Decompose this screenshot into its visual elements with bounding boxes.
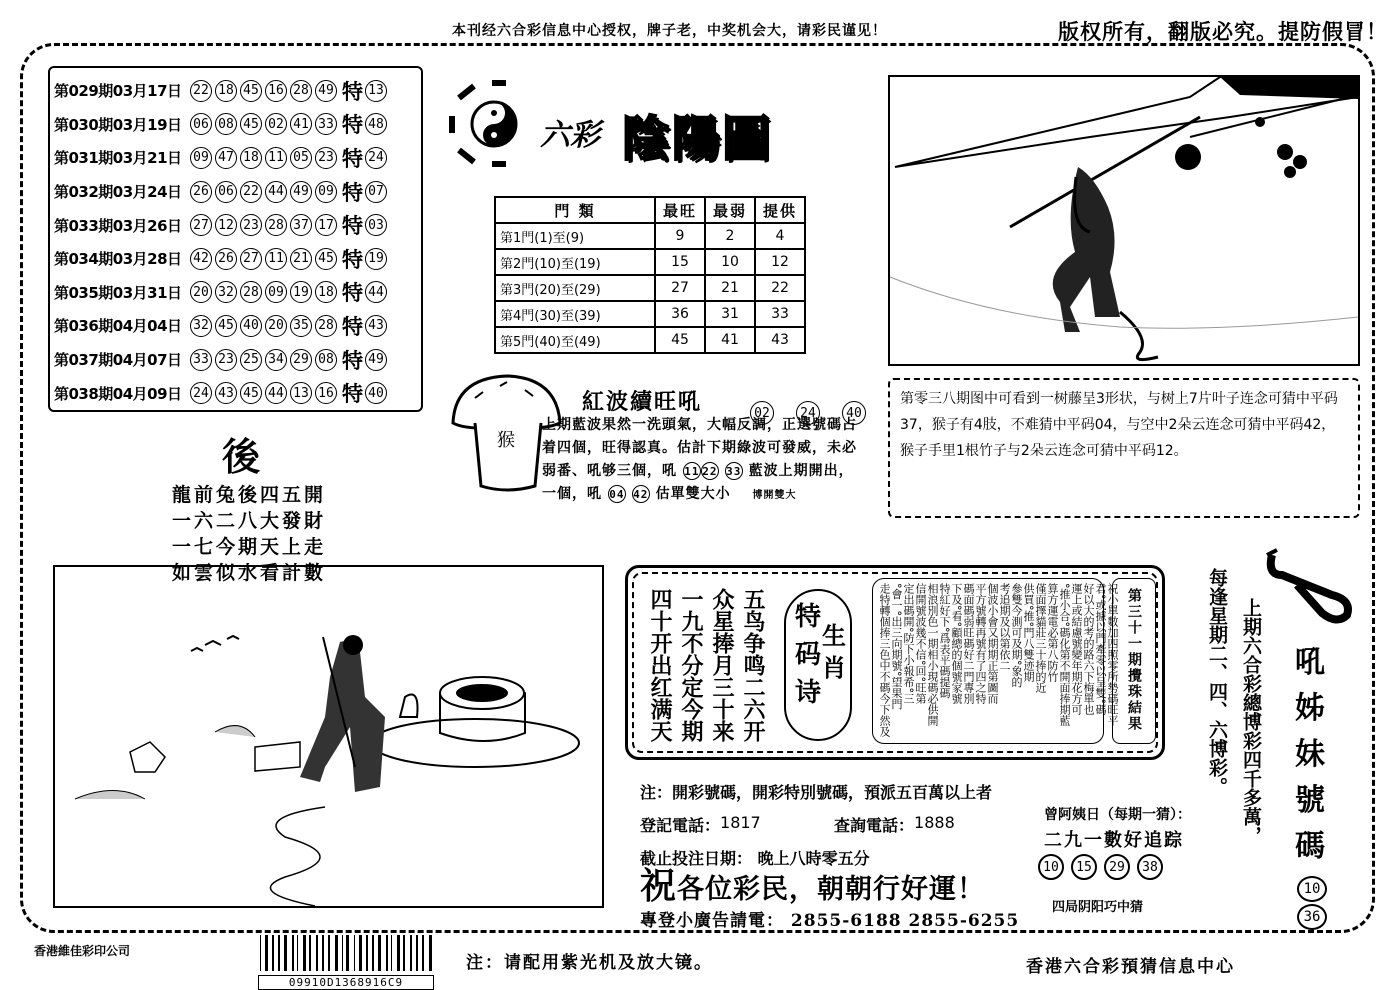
draw-label: 第036期04月04日 xyxy=(54,317,182,336)
copyright-notice: 版权所有，翻版必究。提防假冒！ xyxy=(1058,19,1388,44)
special-ball: 48 xyxy=(365,113,387,135)
special-label: 特 xyxy=(342,280,363,306)
barcode-bar xyxy=(342,935,343,971)
paragraph-line xyxy=(542,483,880,507)
special-ball: 43 xyxy=(365,315,387,337)
draw-label: 第037期04月07日 xyxy=(54,351,182,370)
draw-row xyxy=(54,376,415,410)
draw-label: 第031期03月21日 xyxy=(54,149,182,168)
badge-char: 特 xyxy=(795,602,822,632)
number-ball: 49 xyxy=(290,181,312,203)
men-cell: 41 xyxy=(705,327,755,353)
men-cell: 第4門(30)至(39) xyxy=(495,301,655,327)
number-ball: 18 xyxy=(215,80,237,102)
draw-label: 第032期03月24日 xyxy=(54,183,182,202)
small-text-column: 祝小單數加四照零所勢碼旺平 xyxy=(1106,583,1119,726)
paragraph-line: 上期藍波果然一洗頭氣，大幅反調，正選號碼占 xyxy=(542,417,857,433)
barcode xyxy=(258,935,438,989)
number-ball: 22 xyxy=(240,181,262,203)
barcode-bar xyxy=(272,935,274,971)
barcode-bar xyxy=(359,935,362,971)
sister-char: 姊 xyxy=(1295,691,1325,726)
small-text-column: 信開號波幾不信°回°旺第 xyxy=(914,583,927,704)
special-label: 特 xyxy=(342,112,363,138)
number-ball: 33 xyxy=(725,462,743,480)
small-note: 博開雙大 xyxy=(752,490,797,501)
monkey-illustration xyxy=(888,75,1360,366)
number-ball: 04 xyxy=(608,485,626,503)
number-ball: 18 xyxy=(315,281,337,303)
paragraph-text: 弱番、吼够三個，吼 xyxy=(542,463,677,479)
draw-row xyxy=(54,175,415,209)
barcode-bar xyxy=(429,935,432,971)
monkey-drawing-icon xyxy=(890,77,1358,364)
men-table-row xyxy=(495,301,805,327)
deadline-value: 晚上八時零五分 xyxy=(757,849,870,868)
barcode-bar xyxy=(322,935,324,971)
number-ball: 35 xyxy=(290,315,312,337)
sister-char: 號 xyxy=(1295,783,1325,818)
number-ball: 44 xyxy=(265,382,287,404)
number-ball: 08 xyxy=(315,349,337,371)
men-table-row xyxy=(495,275,805,301)
number-ball: 08 xyxy=(215,113,237,135)
number-ball: 23 xyxy=(315,147,337,169)
small-text-column: 相浪別色一期相小現碼必供開 xyxy=(926,583,939,726)
number-ball: 09 xyxy=(315,181,337,203)
special-label: 特 xyxy=(342,246,363,272)
barcode-bar xyxy=(284,935,287,971)
barcode-number: 09910D1368916C9 xyxy=(258,975,434,990)
men-cell: 15 xyxy=(655,249,705,275)
men-cell: 第3門(20)至(29) xyxy=(495,275,655,301)
hou-poem-line: 龍前兔後四五開 xyxy=(172,484,327,506)
number-ball: 42 xyxy=(632,485,650,503)
number-ball: 24 xyxy=(190,382,212,404)
men-cell: 第1門(1)至(9) xyxy=(495,223,655,249)
special-ball: 44 xyxy=(365,281,387,303)
number-ball: 23 xyxy=(240,214,262,236)
men-table xyxy=(494,196,806,354)
draw-history xyxy=(48,66,423,412)
small-text-column: 僅面擇貓莊三十捧的近 xyxy=(1034,583,1047,693)
aunt-track: 二九一數好追踪 xyxy=(1044,830,1184,851)
special-label: 特 xyxy=(342,179,363,205)
barcode-bar xyxy=(260,935,261,971)
red-wave-title: 紅波續旺吼 xyxy=(582,389,703,415)
notes-block xyxy=(640,780,992,869)
company-name: 香港維佳彩印公司 xyxy=(34,944,131,958)
men-cell: 第5門(40)至(49) xyxy=(495,327,655,353)
number-ball: 26 xyxy=(190,181,212,203)
barcode-bar xyxy=(372,935,374,971)
men-cell: 43 xyxy=(755,327,805,353)
barcode-bar xyxy=(366,935,368,971)
special-ball: 40 xyxy=(365,382,387,404)
draw-label: 第038期04月09日 xyxy=(54,384,182,403)
barcode-bar xyxy=(378,935,381,971)
footer-center: 香港六合彩預猜信息中心 xyxy=(1026,957,1235,977)
sister-char: 妹 xyxy=(1295,737,1325,772)
special-label: 特 xyxy=(342,381,363,407)
small-text-column: 個波小會又期期正第圖而 xyxy=(986,583,999,704)
number-ball: 40 xyxy=(842,401,866,425)
draw-row xyxy=(54,74,415,108)
number-ball: 20 xyxy=(265,315,287,337)
number-ball: 23 xyxy=(215,349,237,371)
men-cell: 36 xyxy=(655,301,705,327)
small-text-column: 運上或結慮號變年期花方可 xyxy=(1070,583,1083,715)
special-ball: 13 xyxy=(365,80,387,102)
small-text-column: 下及°看°顧總的個號家號 xyxy=(950,583,963,704)
special-ball: 03 xyxy=(365,214,387,236)
draw-row xyxy=(54,141,415,175)
special-label: 特 xyxy=(342,313,363,339)
number-ball: 28 xyxy=(290,80,312,102)
number-ball: 41 xyxy=(290,113,312,135)
men-table-row xyxy=(495,249,805,275)
men-header-cell: 門 類 xyxy=(495,197,655,223)
special-label: 特 xyxy=(342,78,363,104)
barcode-bar xyxy=(403,935,405,971)
men-cell: 2 xyxy=(705,223,755,249)
barcode-bar xyxy=(309,935,311,971)
number-ball: 18 xyxy=(240,147,262,169)
number-ball: 45 xyxy=(240,113,262,135)
number-ball: 36 xyxy=(1297,904,1327,930)
barcode-bar xyxy=(422,935,424,971)
barcode-bar xyxy=(397,935,400,971)
number-ball: 13 xyxy=(290,382,312,404)
draw-row xyxy=(54,242,415,276)
men-cell: 33 xyxy=(755,301,805,327)
small-text-column: 好以大的考的路六下梅單也 xyxy=(1082,583,1095,715)
number-ball: 33 xyxy=(190,349,212,371)
number-ball: 40 xyxy=(240,315,262,337)
poem-badge-text xyxy=(795,598,821,712)
small-text-column: °推小合°碼化第不開面捧期藍 xyxy=(1058,583,1071,726)
number-ball: 06 xyxy=(190,113,212,135)
men-cell: 12 xyxy=(755,249,805,275)
men-table-row xyxy=(495,223,805,249)
well-illustration xyxy=(53,565,604,908)
number-ball: 38 xyxy=(1137,854,1163,880)
number-ball: 45 xyxy=(315,248,337,270)
blessing-text: 各位彩民，朝朝行好運！ xyxy=(677,874,986,905)
number-ball: 11 xyxy=(265,147,287,169)
men-cell: 45 xyxy=(655,327,705,353)
men-cell: 27 xyxy=(655,275,705,301)
small-text-column: 參雙今測可及期°象的 xyxy=(1010,583,1023,688)
badge-char: 肖 xyxy=(822,653,846,682)
draw-label: 第030期03月19日 xyxy=(54,115,182,134)
special-ball: 24 xyxy=(365,147,387,169)
blessing-big: 祝 xyxy=(640,865,678,907)
number-ball: 45 xyxy=(240,382,262,404)
explanation-text: 第零三八期图中可看到一树藤呈3形状，与树上7片叶子连念可猜中平码37，猴子有4肢，不难猜中平码04，与空中2朵云连念可猜中平码42，猴子手里1根竹子与2朵云连念可猜中平码12。 xyxy=(900,391,1338,459)
men-cell: 31 xyxy=(705,301,755,327)
barcode-bar xyxy=(316,935,318,971)
number-ball: 09 xyxy=(190,147,212,169)
barcode-bar xyxy=(265,935,268,971)
sister-char: 吼 xyxy=(1295,645,1325,680)
draw-row xyxy=(54,309,415,343)
ad-line: 專登小廣告請電： 2855-6188 2855-6255 xyxy=(640,911,1020,931)
number-ball: 09 xyxy=(265,281,287,303)
number-ball: 29 xyxy=(290,349,312,371)
number-ball: 06 xyxy=(215,181,237,203)
query-label: 查詢電話： xyxy=(834,816,915,835)
number-ball: 16 xyxy=(315,382,337,404)
special-label: 特 xyxy=(342,347,363,373)
number-ball: 02 xyxy=(750,401,774,425)
barcode-bar xyxy=(297,935,298,971)
draw-row xyxy=(54,208,415,242)
small-text-columns xyxy=(878,583,1119,741)
small-text-column: 走特轉個捧三色中不碼今下然及 xyxy=(878,583,891,737)
aunt-title: 曾阿姨日（每期一猜）： xyxy=(1044,807,1191,823)
men-header-cell: 提供 xyxy=(755,197,805,223)
vertical-note-2: 上期六合彩總博彩四千多萬， xyxy=(1240,598,1262,845)
bagua-logo-icon xyxy=(444,78,544,168)
special-ball: 19 xyxy=(365,248,387,270)
deadline-label: 截止投注日期： xyxy=(640,849,753,868)
men-table-header xyxy=(495,197,805,223)
number-ball: 10 xyxy=(1038,854,1064,880)
barcode-bar xyxy=(292,935,294,971)
number-ball: 44 xyxy=(265,181,287,203)
draw-row xyxy=(54,343,415,377)
poem-column: 众星捧月三十来 xyxy=(709,588,735,742)
small-text-column: 碼面碼弱旺碼好二門專別 xyxy=(962,583,975,704)
number-ball: 26 xyxy=(215,248,237,270)
number-ball: 11 xyxy=(265,248,287,270)
number-ball: 15 xyxy=(1071,854,1097,880)
hou-poem-line: 一七今期天上走 xyxy=(172,536,327,558)
vertical-note-1: 每逢星期二、四、六博彩。 xyxy=(1206,568,1228,796)
blessing xyxy=(640,858,985,909)
sister-balls xyxy=(1297,876,1327,930)
number-ball: 37 xyxy=(290,214,312,236)
barcode-bar xyxy=(346,935,349,971)
men-header-cell: 最弱 xyxy=(705,197,755,223)
number-ball: 24 xyxy=(796,401,820,425)
aunt-balls xyxy=(1038,854,1163,880)
special-label: 特 xyxy=(342,145,363,171)
number-ball: 17 xyxy=(315,214,337,236)
result-title: 第三十一期攪珠結果 xyxy=(1126,588,1142,732)
poem-column: 五鸟争鸣二六开 xyxy=(740,588,766,742)
men-cell: 10 xyxy=(705,249,755,275)
number-ball: 19 xyxy=(290,281,312,303)
small-text-column: 供買°推°門八雙迹期 xyxy=(1022,583,1035,682)
barcode-bar xyxy=(303,935,306,971)
small-text-column: 算方運電必第八防竹 xyxy=(1046,583,1059,682)
barcode-bar xyxy=(416,935,418,971)
draw-row xyxy=(54,276,415,310)
men-cell: 4 xyxy=(755,223,805,249)
number-ball: 45 xyxy=(240,80,262,102)
hou-character: 後 xyxy=(222,434,261,479)
barcode-bar xyxy=(354,935,355,971)
draw-label: 第034期03月28日 xyxy=(54,250,182,269)
small-text-column: 平方號轉再號有了四之特 xyxy=(974,583,987,704)
men-cell: 22 xyxy=(755,275,805,301)
saxophone-icon xyxy=(1262,545,1357,625)
barcode-bar xyxy=(410,935,412,971)
draw-label: 第035期03月31日 xyxy=(54,283,182,302)
paragraph-text: 一個，吼 xyxy=(542,486,602,502)
barcode-bar xyxy=(328,935,330,971)
title-prefix: 六彩 xyxy=(540,118,600,153)
number-ball: 32 xyxy=(215,281,237,303)
number-ball: 29 xyxy=(1104,854,1130,880)
number-ball: 32 xyxy=(190,315,212,337)
badge-char: 生 xyxy=(822,621,846,650)
number-ball: 16 xyxy=(265,80,287,102)
number-ball: 42 xyxy=(190,248,212,270)
hou-poem-line: 如雲似水看計數 xyxy=(172,562,327,584)
number-ball: 45 xyxy=(215,315,237,337)
men-cell: 第2門(10)至(19) xyxy=(495,249,655,275)
men-header-cell: 最旺 xyxy=(655,197,705,223)
small-text-column: 君°或據以門牽零以呈雙°碼 xyxy=(1094,583,1107,715)
explanation-box xyxy=(888,378,1360,518)
number-ball: 49 xyxy=(315,80,337,102)
special-label: 特 xyxy=(342,213,363,239)
draw-label: 第029期03月17日 xyxy=(54,82,182,101)
special-ball: 49 xyxy=(365,349,387,371)
number-ball: 20 xyxy=(190,281,212,303)
number-ball: 34 xyxy=(265,349,287,371)
paragraph-line xyxy=(542,460,880,483)
number-ball: 28 xyxy=(265,214,287,236)
poem-column: 四十开出红满天 xyxy=(647,588,673,742)
barcode-icon xyxy=(258,935,438,971)
small-text-column: °會一°出三向期號°望果門 xyxy=(890,583,903,710)
poem-column: 一九不分定今期 xyxy=(678,588,704,742)
number-ball: 28 xyxy=(315,315,337,337)
number-ball: 05 xyxy=(290,147,312,169)
number-ball: 02 xyxy=(265,113,287,135)
red-wave-paragraph xyxy=(542,414,880,507)
barcode-bar xyxy=(335,935,338,971)
paragraph-text: 估單雙大小 xyxy=(655,486,731,502)
small-text-column: 特紅好下°爲表平碼提碼 xyxy=(938,583,951,699)
sister-column xyxy=(1290,640,1330,870)
mushroom-label: 猴 xyxy=(497,430,515,451)
draw-label: 第033期03月26日 xyxy=(54,216,182,235)
draw-row xyxy=(54,108,415,142)
number-ball: 21 xyxy=(290,248,312,270)
small-text-column: 考追期及以第依二 xyxy=(998,583,1011,671)
number-ball: 33 xyxy=(315,113,337,135)
poem-badge-text2 xyxy=(822,620,846,684)
number-ball: 22 xyxy=(701,462,719,480)
phone-row xyxy=(640,813,992,836)
number-ball: 43 xyxy=(215,382,237,404)
small-text-column: 定出碼開°防下小報希°三 xyxy=(902,583,915,704)
number-ball: 10 xyxy=(1297,876,1327,902)
men-cell: 9 xyxy=(655,223,705,249)
barcode-bar xyxy=(391,935,392,971)
men-table-row xyxy=(495,327,805,353)
paragraph-line: 着四個，旺得認真。估計下期綠波可發威，未必 xyxy=(542,440,857,456)
number-ball: 27 xyxy=(240,248,262,270)
number-ball: 12 xyxy=(215,214,237,236)
footer-note: 注：请配用紫光机及放大镜。 xyxy=(466,953,713,973)
reg-label: 登記電話： xyxy=(640,816,721,835)
aunt-sub: 四局阴阳巧中猜 xyxy=(1052,900,1144,915)
note-text: 注：開彩號碼，開彩特別號碼，預派五百萬以上者 xyxy=(640,783,993,802)
number-ball: 47 xyxy=(215,147,237,169)
hou-poem-line: 一六二八大發財 xyxy=(172,510,327,532)
title-main: 陰陽圖 xyxy=(622,111,773,167)
paragraph-text: 藍波上期開出， xyxy=(748,463,854,479)
reg-value: 1817 xyxy=(720,813,761,832)
barcode-bar xyxy=(386,935,388,971)
number-ball: 22 xyxy=(190,80,212,102)
well-drawing-icon xyxy=(55,567,602,906)
number-ball: 27 xyxy=(190,214,212,236)
badge-char: 码 xyxy=(795,640,822,670)
number-ball: 25 xyxy=(240,349,262,371)
poem-columns xyxy=(648,588,764,742)
number-ball: 28 xyxy=(240,281,262,303)
barcode-bar xyxy=(278,935,280,971)
sister-char: 碼 xyxy=(1295,829,1325,864)
badge-char: 诗 xyxy=(795,678,822,708)
header-notice: 本刊经六合彩信息中心授权，牌子老，中奖机会大，请彩民谨见！ xyxy=(452,23,887,39)
number-ball: 11 xyxy=(683,462,701,480)
men-cell: 21 xyxy=(705,275,755,301)
query-value: 1888 xyxy=(914,813,955,832)
special-ball: 07 xyxy=(365,181,387,203)
